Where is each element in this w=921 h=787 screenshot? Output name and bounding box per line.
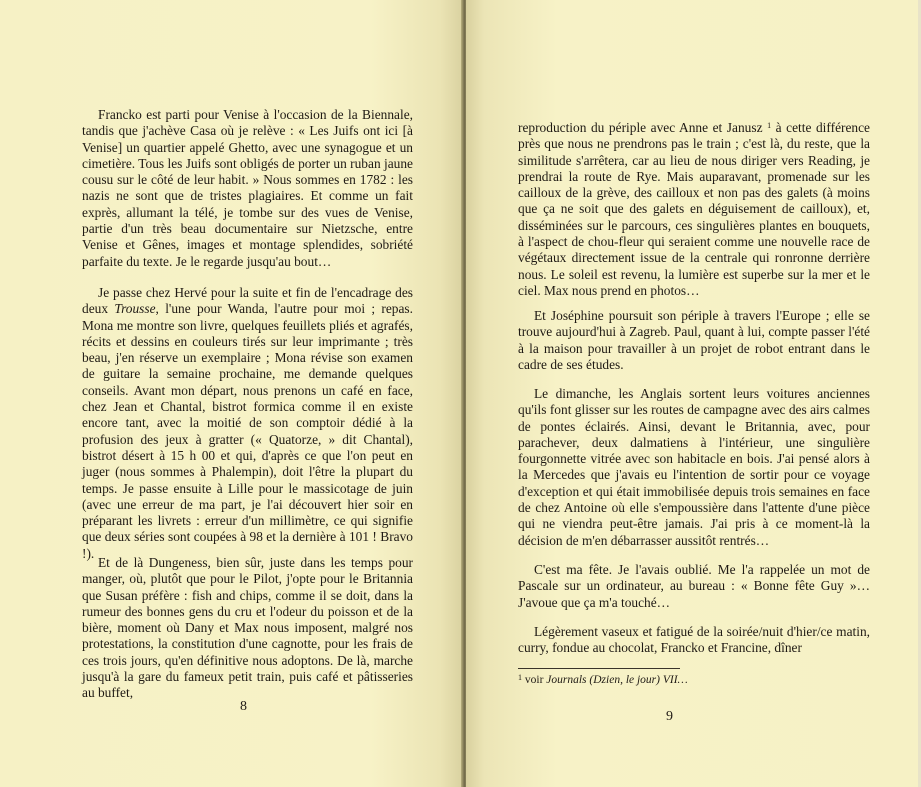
right-paragraph-1-rest: à cette différence près que nous ne prendrons pas le train ; c'est là, du reste, que la similitude s'arrêtera, car au lieu de nous diriger vers Reading, je prendrai la route de Rye. Mais auparavant, promenade sur les cailloux de la grève, des cailloux et non pas des galets (à moins que ça ne soit que des galets en déguisement de cailloux), et, disséminées sur le parcours, ces singulières plantes en bouquets, à l'aspect de chou-fleur qui seraient comme une nouvelle race de végétaux directement issue de la centrale qui ronronne derrière nous. Le soleil est revenu, la lumière est superbe sur la mer et le ciel. Max nous prend en photos… (518, 120, 870, 298)
left-paragraph-2 (82, 285, 413, 562)
page-number-left: 8 (240, 699, 247, 714)
right-paragraph-4: C'est ma fête. Je l'avais oublié. Me l'a rappelée un mot de Pascale sur un ordinateur, au bureau : « Bonne fête Guy »… J'avoue que ça m'a touché… (518, 562, 870, 610)
footnote-marker: 1 (518, 673, 522, 682)
right-paragraph-2: Et Joséphine poursuit son périple à travers l'Europe ; elle se trouve aujourd'hui à Zagreb. Paul, quant à lui, compte passer l'été à la maison pour travailler à un projet de robot entrant dans le cadre de ses études. (518, 308, 870, 372)
left-paragraph-2-start: Je passe chez Hervé pour la suite et fin de l'encadrage des deux (82, 285, 413, 317)
footnote-title: Journals (Dzien, le jour) VII… (546, 674, 688, 686)
trousse-title: Trousse (114, 301, 156, 317)
left-paragraph-2-rest: , l'une pour Wanda, l'autre pour moi ; repas. Mona me montre son livre, quelques feuillets pliés et agrafés, récits et dessins en couleurs tirés sur leur imprimante ; très beau, j'en réserve un exemplaire ; Mona révise son examen de guitare la semaine prochaine, me demande quelques conseils. Avant mon départ, nous prenons un café en face, chez Jean et Chantal, bistrot formica comme il en existe encore tant, avec la moitié de son comptoir dédié à la profusion des jeux à gratter (« Quatorze, » dit Chantal), bistrot désert à 15 h 00 et qui, d'après ce que l'on peut en juger (nous sommes à Phalempin), doit l'être la plupart du temps. Je passe ensuite à Lille pour le massicotage de juin (avec une erreur de ma part, je l'ai découvert hier soir en préparant les livrets : erreur d'un millimètre, ce qui signifie que deux séries sont coupées à 98 et la dernière à 101 ! Bravo !). (82, 301, 413, 561)
right-page (466, 0, 921, 787)
footnote (518, 673, 870, 687)
right-paragraph-5: Légèrement vaseux et fatigué de la soirée/nuit d'hier/ce matin, curry, fondue au chocolat, Francko et Francine, dîner (518, 624, 870, 656)
page-number-right: 9 (666, 709, 673, 724)
footnote-reference: 1 (767, 121, 772, 130)
left-paragraph-1: Francko est parti pour Venise à l'occasion de la Biennale, tandis que j'achève Casa où je relève : « Les Juifs ont ici [à Venise] un quartier appelé Ghetto, avec une synagogue et un cimetière. Tous les Juifs sont obligés de porter un ruban jaune cousu sur le côté de leur habit. » Nous sommes en 1782 : les nazis ne sont que de tristes plagiaires. Et comme un fait exprès, allumant la télé, je tombe sur des vues de Venise, partie d'un très beau documentaire sur Nietzsche, entre Venise et Gênes, images et montage splendides, sobriété parfaite du texte. Je le regarde jusqu'au bout… (82, 107, 413, 269)
right-paragraph-1-start: reproduction du périple avec Anne et Janusz (518, 120, 768, 135)
right-paragraph-3: Le dimanche, les Anglais sortent leurs voitures anciennes qu'ils font glisser sur les routes de campagne avec des airs calmes de pontes éclairés. Ainsi, devant le Britannia, avec, pour parachever, deux dalmatiens à l'intérieur, une singulière fourgonnette vitrée avec son habitacle en bois. J'ai pensé alors à la Mercedes que j'avais eu l'intention de sortir pour ce voyage d'exception et qui était immobilisée depuis trois semaines en face de chez Antoine où elle s'empoussière dans l'attente d'une pièce qui ne viendra peut-être jamais. J'ai pris à ce moment-là la décision de m'en débarrasser aussitôt rentrés… (518, 386, 870, 548)
footnote-prefix: voir (522, 674, 547, 686)
footnote-rule (518, 668, 680, 669)
left-paragraph-3: Et de là Dungeness, bien sûr, juste dans les temps pour manger, où, plutôt que pour le Pilot, j'opte pour le Britannia que Susan préfère : fish and chips, comme il se doit, dans la rumeur des bonnes gens du cru et l'odeur du poisson et de la bière, moment où Dany et Max nous imposent, malgré nos protestations, la constitution d'une cagnotte, pour les frais de ces trois jours, qu'en définitive nous adoptons. De là, marche jusqu'à la gare du fameux petit train, puis café et pâtisseries au buffet, (82, 555, 413, 701)
right-paragraph-1 (518, 120, 870, 299)
